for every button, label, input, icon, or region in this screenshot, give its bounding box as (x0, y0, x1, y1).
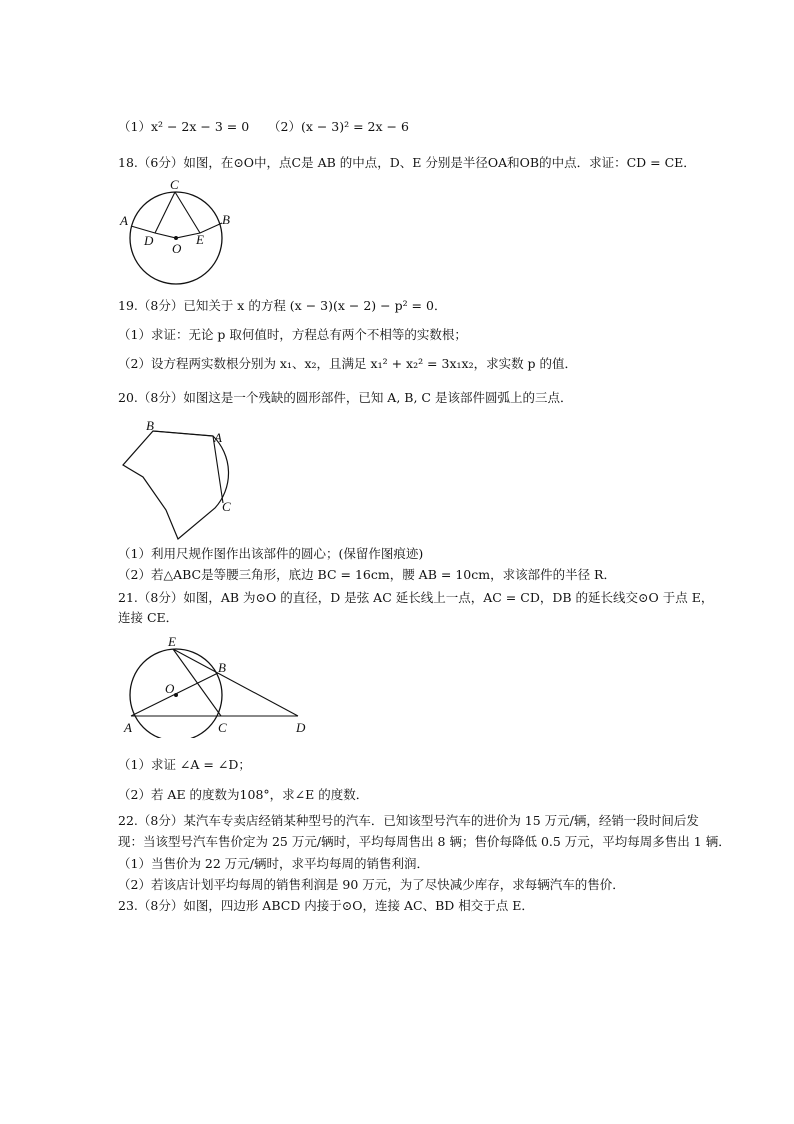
q23-stem: 23.（8分）如图，四边形 ABCD 内接于⊙O，连接 AC、BD 相交于点 E． (118, 898, 534, 913)
q21-label-a: A (124, 720, 132, 735)
q20-figure (118, 415, 248, 540)
q18-label-e: E (196, 232, 204, 247)
q20-part2: （2）若△ABC是等腰三角形，底边 BC = 16cm，腰 AB = 10cm，求该部件的半径 R． (118, 567, 616, 582)
q20-stem: 20.（8分）如图这是一个残缺的圆形部件，已知 A, B, C 是该部件圆弧上的三点． (118, 390, 573, 405)
q18-label-o: O (172, 241, 182, 256)
q17-part2: （2）(x − 3)² = 2x − 6 (268, 119, 409, 134)
q21-part2: （2）若 AE 的度数为108°，求∠E 的度数． (118, 787, 369, 802)
q18-stem: 18.（6分）如图，在⊙O中，点C是 AB 的中点，D、E 分别是半径OA和OB的中点．求证：CD = CE． (118, 155, 696, 170)
q21-part1: （1）求证 ∠A = ∠D； (118, 757, 251, 772)
q22-stem-line1: 22.（8分）某汽车专卖店经销某种型号的汽车．已知该型号汽车的进价为 15 万元/辆，经销一段时间后发 (118, 813, 699, 828)
q21-stem-line2: 连接 CE． (118, 610, 179, 625)
q18-label-c: C (170, 178, 179, 192)
q18-label-b: B (222, 212, 230, 227)
q22-part2: （2）若该店计划平均每周的销售利润是 90 万元，为了尽快减少库存，求每辆汽车的售价． (118, 877, 625, 892)
q21-label-b: B (218, 660, 226, 675)
q20-label-b: B (146, 418, 154, 433)
q21-label-d: D (296, 720, 306, 735)
q18-label-a: A (120, 213, 128, 228)
q18-figure (118, 178, 238, 286)
q21-label-o: O (165, 681, 175, 696)
q22-stem-line2: 现：当该型号汽车售价定为 25 万元/辆时，平均每周售出 8 辆；售价每降低 0.5 万元，平均每周多售出 1 辆． (118, 834, 731, 849)
q19-part2: （2）设方程两实数根分别为 x₁、x₂，且满足 x₁² + x₂² = 3x₁x₂，求实数 p 的值． (118, 356, 578, 371)
q17-part1: （1）x² − 2x − 3 = 0 (118, 119, 250, 134)
q19-stem: 19.（8分）已知关于 x 的方程 (x − 3)(x − 2) − p² = 0． (118, 298, 447, 313)
q21-label-e: E (168, 634, 176, 649)
q19-part1: （1）求证：无论 p 取何值时，方程总有两个不相等的实数根； (118, 327, 467, 342)
q21-label-c: C (218, 720, 227, 735)
q22-part1: （1）当售价为 22 万元/辆时，求平均每周的销售利润． (118, 856, 430, 871)
q18-label-d: D (144, 233, 154, 248)
q21-stem-line1: 21.（8分）如图，AB 为⊙O 的直径，D 是弦 AC 延长线上一点，AC = CD，DB 的延长线交⊙O 于点 E， (118, 590, 714, 605)
q20-label-a: A (214, 430, 222, 445)
q20-part1: （1）利用尺规作图作出该部件的圆心；(保留作图痕迹) (118, 546, 424, 561)
q20-label-c: C (222, 499, 231, 514)
q21-figure (118, 632, 318, 738)
